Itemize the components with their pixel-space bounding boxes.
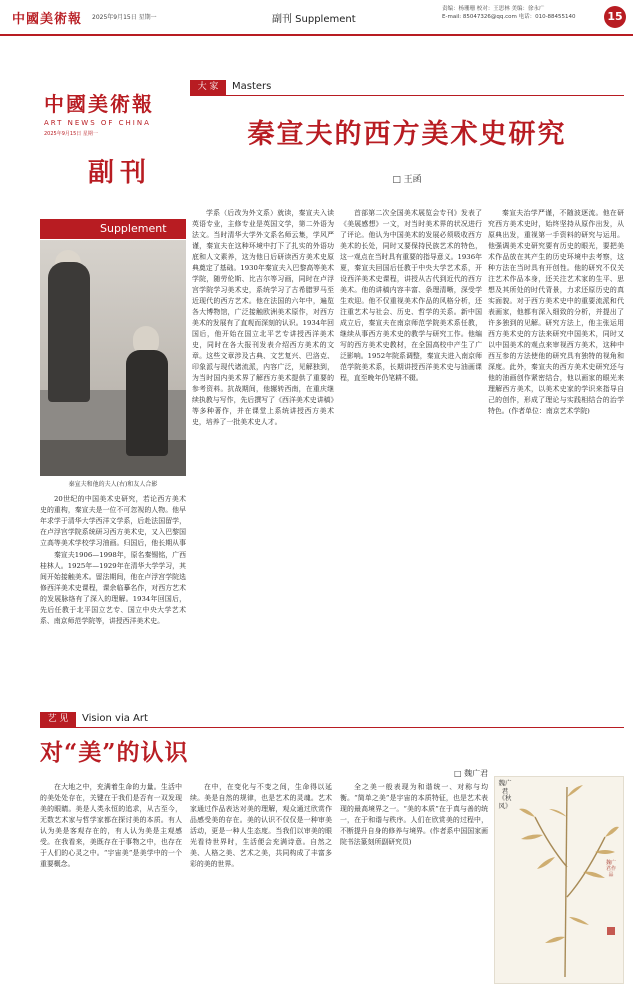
article-body-col-4: 秦宣夫治学严谨，不随波逐流。他在研究西方美术史时，始终坚持从原作出发，从原典出发，重视第一手资料的研究与运用。他强调美术史研究要有历史的眼光，要把美术作品放在其产生的历史环境中去考察，这种方法在当时具有开创性。他的研究不仅关注艺术作品本身，还关注艺术家的生平、思想及其所处的时代背景，力求还原历史的真实面貌。对于西方美术史中的重要流派和代表画家，他都有深入细致的分析，并提出了许多独到的见解。研究方法上，他主张运用西方美术史的方法来研究中国美术，同时又以中国美术的观点来审视西方美术，这种中西互参的方法使他的研究具有独特的视角和深度。此外，秦宣夫的西方美术史研究还与他的油画创作紧密结合，他以画家的眼光来理解西方美术，以美术史家的学识来指导自己的创作，形成了理论与实践相结合的治学特色。(作者单位：南京艺术学院) <box>488 209 624 415</box>
article-title: 秦宣夫的西方美术史研究 <box>247 119 567 150</box>
masthead-title: 中國美術報 <box>44 92 154 116</box>
historical-photo <box>40 240 186 476</box>
supplement-banner: Supplement <box>40 219 186 239</box>
page-number: 15 <box>604 6 626 28</box>
photo-caption: 秦宣夫和他的夫人(右)和友人合影 <box>68 481 158 488</box>
editor-credits: 责编：杨珊珊 校对：王思林 美编：徐永广 E-mail: 85047326@qq.com 电话：010-88455140 <box>442 6 576 20</box>
divider-label: 艺 见 <box>40 712 76 727</box>
masthead-english: ART NEWS OF CHINA <box>44 119 151 127</box>
section-name: 副刊 Supplement <box>272 14 356 25</box>
article2-title: 对“美”的认识 <box>40 739 189 766</box>
article-body-col-1a: 20世纪的中国美术史研究，若论西方美术史的重构，秦宣夫是一位不可忽视的人物。他早年求学于清华大学西洋文学系，后赴法国留学，在卢浮宫学院系统研习西方美术史，又入巴黎国立高等美术学校学习油画。归国后，他长期从事 <box>40 495 186 547</box>
section-divider <box>40 712 624 728</box>
article-body-col-2: 学系（后改为外文系）就读，秦宣夫入读英语专业，主修专业是英国文学，第二外语为法文。当时清华大学外文系名师云集，学风严谨，秦宣夫在这种环境中打下了扎实的外语功底和人文素养，这为他日后研读西方美术史原典奠定了基础。1930年秦宣夫入巴黎高等美术学院，随劳伦斯、比吉尔等习画，同时在卢浮宫学院学习美术史，系统学习了古希腊罗马至近现代的西方艺术。他在法国的六年中，遍览各大博物馆，广泛接触欧洲美术原作，对西方美术的发展有了直观而深刻的认识。1934年回国后，他开始在国立北平艺专讲授西洋美术史，同时在各大报刊发表介绍西方美术的文章。这些文章涉及古典、文艺复兴、巴洛克、印象派与现代诸流派，内容广泛，见解独到，为当时国内美术界了解西方美术提供了重要的参考资料。抗战期间，他辗转西南，在重庆继续执教与写作，先后撰写了《西洋美术史讲稿》等多种著作，并在课堂上系统讲授西方美术史，培养了一批美术史人才。 <box>192 209 334 426</box>
article2-author: □ 魏广君 <box>454 769 489 778</box>
article2-body-col-1: 在大地之中，充满着生命的力量。生活中的美处处存在，关键在于我们是否有一双发现美的眼睛。美是人类永恒的追求，从古至今，无数艺术家与哲学家都在探讨美的本质。有人认为美是客观存在的，有人认为美是主观感受。在我看来，美既存在于事物之中，也存在于人们的心灵之中。“宇宙美”是美学中的一个重要概念。 <box>40 783 182 868</box>
issue-date: 2025年9月15日 星期一 <box>92 14 157 21</box>
article-body-col-3: 首部第二次全国美术展览会专刊》发表了《美展感想》一文，对当时美术界的状况进行了评论。他认为中国美术的发展必须吸收西方美术的长处，同时又要保持民族艺术的特色，这一观点在当时具有重要的指导意义。1936年夏，秦宣夫回国后任教于中央大学艺术系，开设西洋美术史课程，讲授从古代到近代的西方美术。他的讲稿内容丰富、条理清晰，深受学生欢迎。他不仅重视美术作品的风格分析，还注重艺术与社会、历史、哲学的关系。新中国成立后，秦宣夫在南京师范学院美术系任教，继续从事西方美术史的教学与研究工作。他编写的西方美术史教材，在全国高校中产生了广泛影响。1952年院系调整，秦宣夫进入南京师范学院美术系，长期讲授西洋美术史与油画课程，直至晚年仍笔耕不辍。 <box>340 209 482 382</box>
painting-inscription: 魏广君作品 <box>606 860 617 878</box>
article2-body-col-3: 全之美一般表现为和谐统一、对称与均衡。“简单之美”是宇宙的本质特征，也是艺术表现的最高境界之一。“美的本质”在于真与善的统一，在于和谐与秩序。人们在欣赏美的过程中，不断提升自身的修养与境界。(作者系中国国家画院书法篆刻所副研究员) <box>340 783 488 846</box>
article-author: □ 王函 <box>392 175 422 185</box>
article-body-col-1b: 秦宣夫1906—1998年，原名秦锡铭，广西桂林人。1925年—1929年在清华大学学习，其间开始接触美术。留法期间，他在卢浮宫学院选修西洋美术史课程，课余临摹名作，对西方艺术的发展脉络有了深入的理解。1934年回国后，先后任教于北平国立艺专、国立中央大学艺术系、南京师范学院等，讲授西洋美术史。 <box>40 551 186 625</box>
section-label: 大 家 <box>190 80 226 95</box>
supplement-title: 副刊 <box>88 158 153 188</box>
page-header <box>0 0 633 36</box>
painting-caption: 魏广君《秋风》 <box>498 779 512 810</box>
section-header <box>190 80 624 96</box>
masthead-date: 2025年9月15日 星期一 <box>44 131 98 137</box>
section-english: Masters <box>232 81 272 92</box>
masthead <box>44 88 164 137</box>
article2-body-col-2: 在中，在变化与不变之间，生命得以延续。美是自然的规律，也是艺术的灵魂。艺术家通过作品表达对美的理解，观众通过欣赏作品感受美的存在。美的认识不仅仅是一种审美活动，更是一种人生态度。当我们以审美的眼光看待世界时，生活便会充满诗意。自然之美、人格之美、艺术之美，共同构成了丰富多彩的美的世界。 <box>190 783 332 868</box>
newspaper-logo: 中國美術報 <box>12 12 83 27</box>
divider-english: Vision via Art <box>82 713 148 724</box>
